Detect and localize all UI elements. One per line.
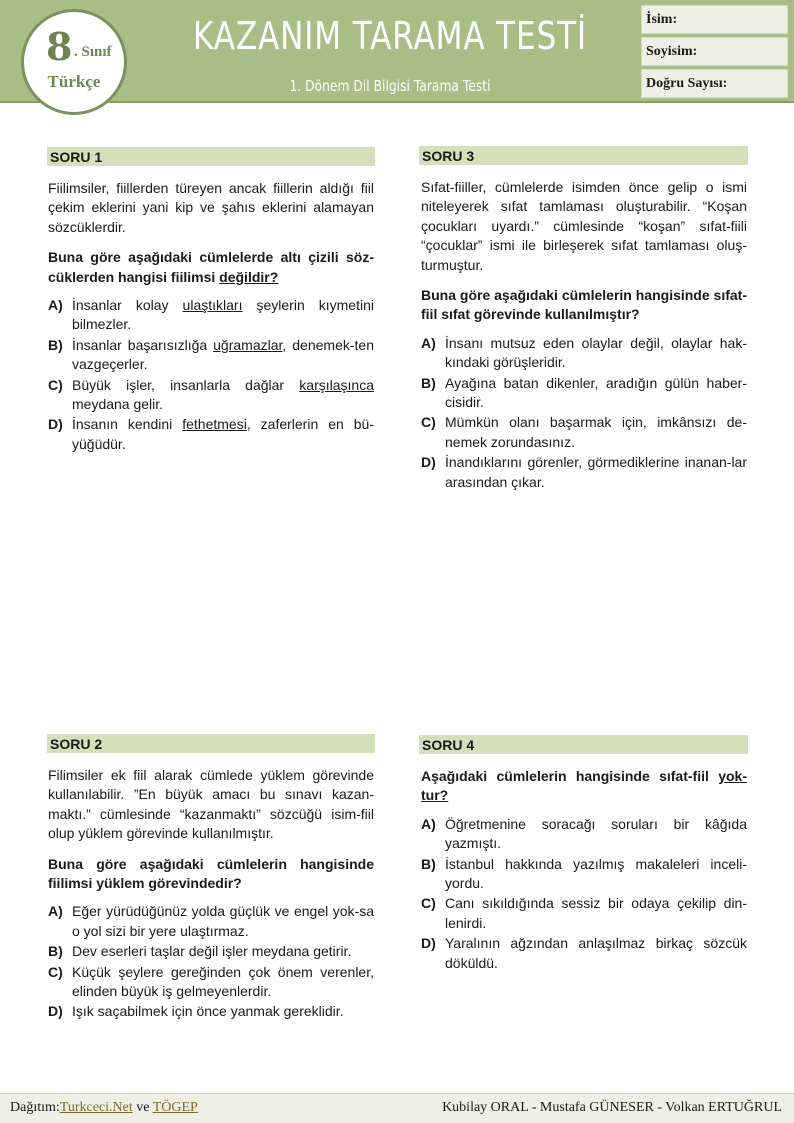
page-title: KAZANIM TARAMA TESTİ bbox=[192, 14, 588, 58]
and-text: ve bbox=[132, 1100, 153, 1115]
grade-badge bbox=[21, 9, 127, 115]
surname-field[interactable]: Soyisim: bbox=[641, 37, 788, 66]
question-2-option-c[interactable]: C) Küçük şeylere gereğinden çok önem verenler, elinden büyük iş gelmeyenlerdir. bbox=[48, 963, 374, 1000]
header-divider bbox=[0, 101, 794, 103]
page-subtitle: 1. Dönem Dil Bilgisi Tarama Testi bbox=[289, 77, 491, 95]
question-2 bbox=[48, 766, 374, 1023]
question-1-option-b[interactable]: B) İnsanlar başarısızlığa uğramazlar, denemek-ten vazgeçerler. bbox=[48, 336, 374, 373]
distribution-info bbox=[10, 1100, 198, 1116]
question-3-option-b[interactable]: B) Ayağına batan dikenler, aradığın gülün haber-cisidir. bbox=[421, 374, 747, 411]
question-3-stem: Buna göre aşağıdaki cümlelerin hangisinde sıfat-fiil sıfat görevinde kullanılmıştır? bbox=[421, 287, 747, 323]
question-4-header: SORU 4 bbox=[419, 735, 748, 754]
question-4-stem: Aşağıdaki cümlelerin hangisinde sıfat-fiil yok-tur? bbox=[421, 768, 747, 804]
grade-suffix: . Sınıf bbox=[74, 44, 112, 60]
question-2-option-a[interactable]: A) Eğer yürüdüğünüz yolda güçlük ve engel yok-sa o yol sizi bir yere ulaştırmaz. bbox=[48, 903, 374, 939]
togep-link[interactable]: TÖGEP bbox=[152, 1100, 198, 1115]
question-2-option-d[interactable]: D) Işık saçabilmek için önce yanmak gereklidir. bbox=[48, 1003, 344, 1020]
question-1-option-c[interactable]: C) Büyük işler, insanlarla dağlar karşılaşınca meydana gelir. bbox=[48, 376, 374, 413]
question-4-option-b[interactable]: B) İstanbul hakkında yazılmış makaleleri inceli-yordu. bbox=[421, 855, 747, 892]
question-3-option-d[interactable]: D) İnandıklarını görenler, görmediklerine inanan-lar arasından çıkar. bbox=[421, 454, 747, 490]
grade-number: 8 bbox=[46, 24, 73, 69]
correct-count-field[interactable]: Doğru Sayısı: bbox=[641, 69, 788, 98]
name-field[interactable]: İsim: bbox=[641, 5, 788, 34]
question-3-option-a[interactable]: A) İnsanı mutsuz eden olaylar değil, olaylar hak-kındaki görüşleridir. bbox=[421, 334, 747, 371]
subject-label: Türkçe bbox=[47, 72, 101, 91]
question-4-option-d[interactable]: D) Yaralının ağzından anlaşılmaz birkaç sözcük döküldü. bbox=[421, 935, 747, 971]
question-2-stem: Buna göre aşağıdaki cümlelerin hangisinde fiilimsi yüklem görevindedir? bbox=[48, 855, 374, 892]
turkceci-link[interactable]: Turkceci.Net bbox=[59, 1100, 133, 1115]
question-1-stem: Buna göre aşağıdaki cümlelerde altı çizili söz-cüklerden hangisi fiilimsi değildir? bbox=[48, 249, 374, 285]
authors: Kubilay ORAL - Mustafa GÜNESER - Volkan ERTUĞRUL bbox=[442, 1100, 782, 1115]
question-4-option-c[interactable]: C) Canı sıkıldığında sessiz bir odaya çekilip din-lenirdi. bbox=[421, 895, 747, 931]
question-4 bbox=[421, 756, 747, 974]
question-1 bbox=[48, 179, 374, 455]
distribution-label: Dağıtım: bbox=[10, 1100, 60, 1115]
question-2-option-b[interactable]: B) Dev eserleri taşlar değil işler meydana getirir. bbox=[48, 943, 352, 960]
question-3-option-c[interactable]: C) Mümkün olanı başarmak için, imkânsızı de-nemek zorundasınız. bbox=[421, 414, 747, 450]
footer bbox=[0, 1094, 794, 1123]
question-1-header: SORU 1 bbox=[47, 147, 375, 166]
question-4-option-a[interactable]: A) Öğretmenine soracağı soruları bir kâğıda yazmıştı. bbox=[421, 815, 747, 852]
question-3 bbox=[421, 178, 747, 493]
question-1-text: Fiilimsiler, fiillerden türeyen ancak fiillerin aldığı fiil çekim eklerini yani kip ve şahıs eklerini alamayan sözcüklerdir. bbox=[48, 180, 374, 235]
question-1-option-d[interactable]: D) İnsanın kendini fethetmesi, zaferlerin en bü-yüğüdür. bbox=[48, 416, 374, 452]
question-3-text: Sıfat-fiiller, cümlelerde isimden önce gelip o ismi niteleyerek sıfat tamlaması oluşturabilir. “Koşan çocukları uyardı.” cümlesinde “koşan” sıfat-fiili “çocuklar” ismi ile birleşerek sıfat tamlaması oluş-turmuştur. bbox=[421, 179, 747, 273]
question-2-header: SORU 2 bbox=[47, 734, 375, 753]
question-3-header: SORU 3 bbox=[419, 146, 748, 165]
question-1-option-a[interactable]: A) İnsanlar kolay ulaştıkları şeylerin kıymetini bilmezler. bbox=[48, 297, 374, 333]
question-2-text: Filimsiler ek fiil alarak cümlede yüklem görevinde kullanılabilir. ”En büyük amacı bu sınavı kazan-maktı.” cümlesinde “kazanmaktı” sözcüğü isim-fiil olup yüklem görevinde kullanılmıştır. bbox=[48, 767, 374, 842]
